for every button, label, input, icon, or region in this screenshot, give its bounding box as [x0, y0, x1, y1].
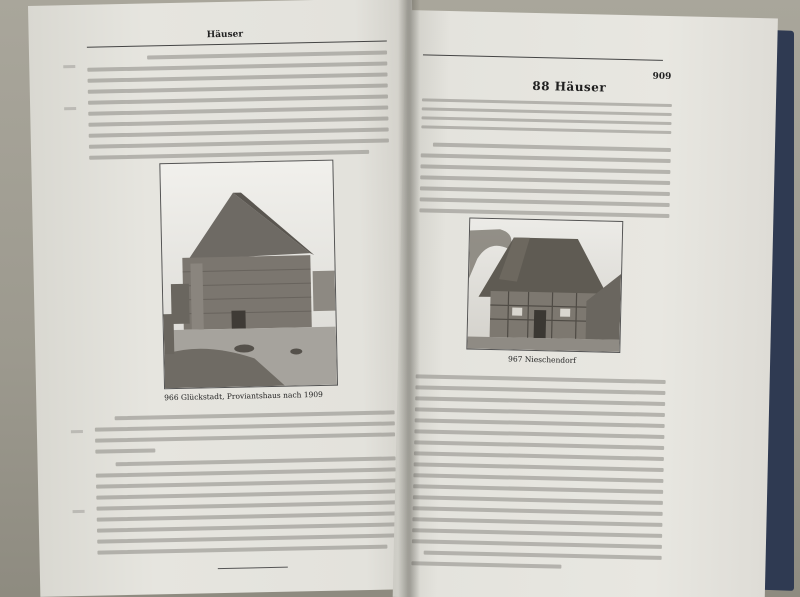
- text-line: [412, 517, 662, 527]
- right-head-rule: [423, 54, 663, 60]
- text-line: [424, 551, 662, 560]
- margin-number: [71, 430, 83, 433]
- text-line: [89, 127, 389, 137]
- text-line: [115, 410, 395, 420]
- text-line: [433, 143, 671, 152]
- text-line: [414, 440, 664, 450]
- text-line: [413, 484, 663, 494]
- right-figure-caption: 967 Nieschendorf: [508, 354, 577, 365]
- text-line: [89, 150, 369, 160]
- text-line: [421, 125, 671, 134]
- text-line: [97, 500, 397, 510]
- text-line: [95, 432, 395, 442]
- left-running-head: Häuser: [206, 29, 244, 41]
- text-line: [147, 50, 387, 59]
- right-page-number: 909: [652, 71, 672, 83]
- text-line: [95, 421, 395, 431]
- text-line: [116, 456, 396, 466]
- text-line: [413, 506, 663, 516]
- left-page: [28, 0, 424, 597]
- left-figure-photo: [159, 160, 338, 390]
- text-line: [88, 116, 388, 126]
- text-line: [422, 107, 672, 116]
- text-line: [413, 495, 663, 505]
- text-line: [97, 511, 397, 521]
- text-line: [414, 451, 664, 461]
- left-figure-caption: 966 Glückstadt, Proviantshaus nach 1909: [164, 389, 323, 403]
- margin-number: [73, 510, 85, 513]
- text-line: [420, 164, 670, 174]
- text-line: [414, 462, 664, 472]
- text-line: [88, 72, 388, 82]
- text-line: [89, 138, 389, 148]
- text-line: [415, 396, 665, 406]
- proviant-house-image: [160, 161, 337, 389]
- text-line: [421, 153, 671, 163]
- left-head-rule: [87, 40, 387, 47]
- text-line: [97, 522, 397, 532]
- text-line: [96, 489, 396, 499]
- right-figure-photo: [466, 217, 623, 352]
- text-line: [414, 429, 664, 439]
- text-line: [97, 545, 387, 555]
- closing-rule: [218, 567, 288, 569]
- margin-number: [64, 107, 76, 110]
- text-line: [412, 528, 662, 538]
- text-line: [420, 186, 670, 196]
- text-line: [96, 467, 396, 477]
- book-gutter: [398, 0, 420, 597]
- text-line: [422, 98, 672, 107]
- margin-number: [63, 65, 75, 68]
- text-line: [413, 473, 663, 483]
- text-line: [420, 175, 670, 185]
- text-line: [419, 208, 669, 218]
- section-title: 88 Häuser: [532, 78, 607, 95]
- text-line: [97, 533, 397, 543]
- text-line: [88, 105, 388, 115]
- text-line: [88, 94, 388, 104]
- text-line: [95, 448, 155, 453]
- thatched-house-image: [467, 219, 622, 352]
- text-line: [96, 478, 396, 488]
- text-line: [422, 116, 672, 125]
- text-line: [88, 83, 388, 93]
- text-line: [416, 374, 666, 384]
- text-line: [420, 197, 670, 207]
- text-line: [411, 561, 561, 568]
- text-line: [87, 61, 387, 71]
- text-line: [415, 418, 665, 428]
- text-line: [412, 539, 662, 549]
- text-line: [415, 385, 665, 395]
- text-line: [415, 407, 665, 417]
- right-page: [393, 10, 778, 597]
